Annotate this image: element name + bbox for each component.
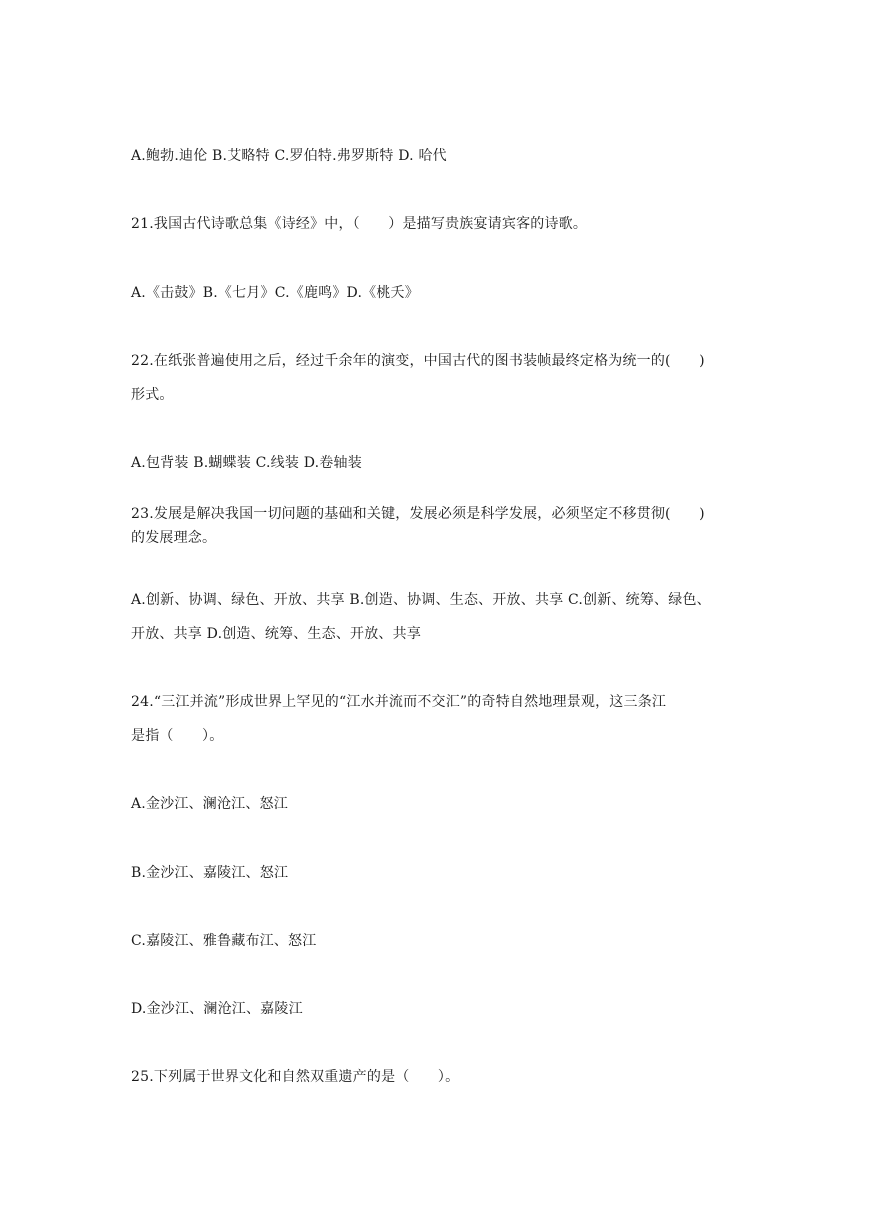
q23-stem-line1: 23.发展是解决我国一切问题的基础和关键，发展必须是科学发展，必须坚定不移贯彻( ): [131, 506, 705, 522]
q21-options: A.《击鼓》B.《七月》C.《鹿鸣》D.《桃夭》: [131, 285, 419, 301]
q23-stem-line2: 的发展理念。: [131, 530, 217, 546]
q24-option-b: B.金沙江、嘉陵江、怒江: [131, 865, 289, 881]
q24-option-a: A.金沙江、澜沧江、怒江: [131, 796, 288, 812]
q24-option-c: C.嘉陵江、雅鲁藏布江、怒江: [131, 933, 317, 949]
q22-stem-line2: 形式。: [131, 387, 174, 403]
q23-options-line1: A.创新、协调、绿色、开放、共享 B.创造、协调、生态、开放、共享 C.创新、统筹、绿色、: [131, 592, 711, 608]
q22-stem-line1: 22.在纸张普遍使用之后，经过千余年的演变，中国古代的图书装帧最终定格为统一的( ): [131, 353, 705, 369]
q24-stem-line2: 是指（ ）。: [131, 728, 224, 744]
q20-options: A.鲍勃.迪伦 B.艾略特 C.罗伯特.弗罗斯特 D. 哈代: [131, 148, 447, 164]
q24-option-d: D.金沙江、澜沧江、嘉陵江: [131, 1001, 303, 1017]
q23-options-line2: 开放、共享 D.创造、统筹、生态、开放、共享: [131, 626, 422, 642]
q24-stem-line1: 24.“三江并流”形成世界上罕见的“江水并流而不交汇”的奇特自然地理景观，这三条江: [131, 694, 667, 710]
q25-stem: 25.下列属于世界文化和自然双重遗产的是（ ）。: [131, 1069, 460, 1085]
q21-stem: 21.我国古代诗歌总集《诗经》中，（ ）是描写贵族宴请宾客的诗歌。: [131, 216, 588, 232]
q22-options: A.包背装 B.蝴蝶装 C.线装 D.卷轴装: [131, 455, 362, 471]
